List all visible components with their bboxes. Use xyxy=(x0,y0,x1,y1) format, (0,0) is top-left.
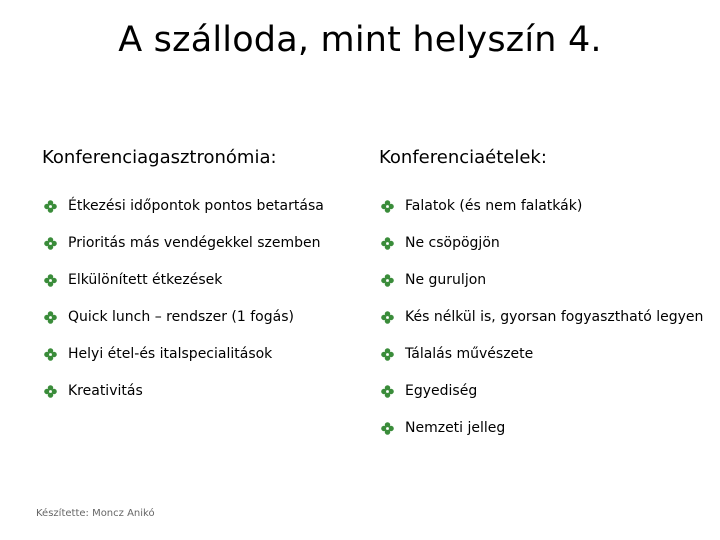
diamond-clover-bullet-icon xyxy=(42,373,58,410)
list-item xyxy=(42,336,362,373)
list-item xyxy=(42,262,362,299)
list-item xyxy=(379,262,709,299)
list-item xyxy=(42,188,362,225)
diamond-clover-bullet-icon xyxy=(42,299,58,336)
diamond-clover-bullet-icon xyxy=(42,336,58,373)
list-item xyxy=(42,299,362,336)
list-item xyxy=(379,410,709,447)
list-item-text: Nemzeti jelleg xyxy=(405,420,506,436)
list-item-text: Falatok (és nem falatkák) xyxy=(405,198,583,214)
list-item xyxy=(42,225,362,262)
list-item-text: Helyi étel-és italspecialitások xyxy=(68,346,273,362)
right-bullet-list xyxy=(379,188,709,447)
diamond-clover-bullet-icon xyxy=(379,262,395,299)
left-column xyxy=(42,143,362,410)
list-item-text: Kés nélkül is, gyorsan fogyasztható legyen xyxy=(405,309,704,325)
list-item xyxy=(379,336,709,373)
list-item-text: Kreativitás xyxy=(68,383,143,399)
list-item xyxy=(379,225,709,262)
diamond-clover-bullet-icon xyxy=(379,299,395,336)
diamond-clover-bullet-icon xyxy=(379,225,395,262)
list-item xyxy=(42,373,362,410)
left-column-heading: Konferenciagasztronómia: xyxy=(42,147,277,168)
diamond-clover-bullet-icon xyxy=(379,410,395,447)
diamond-clover-bullet-icon xyxy=(42,188,58,225)
right-column-heading: Konferenciaételek: xyxy=(379,147,547,168)
diamond-clover-bullet-icon xyxy=(42,225,58,262)
author-footer: Készítette: Moncz Anikó xyxy=(36,508,155,519)
diamond-clover-bullet-icon xyxy=(379,188,395,225)
left-bullet-list xyxy=(42,188,362,410)
list-item-text: Étkezési időpontok pontos betartása xyxy=(68,198,324,214)
list-item-text: Quick lunch – rendszer (1 fogás) xyxy=(68,309,294,325)
list-item xyxy=(379,299,709,336)
list-item-text: Prioritás más vendégekkel szemben xyxy=(68,235,321,251)
diamond-clover-bullet-icon xyxy=(379,336,395,373)
diamond-clover-bullet-icon xyxy=(42,262,58,299)
list-item-text: Elkülönített étkezések xyxy=(68,272,223,288)
list-item xyxy=(379,373,709,410)
list-item-text: Egyediség xyxy=(405,383,478,399)
list-item xyxy=(379,188,709,225)
list-item-text: Ne guruljon xyxy=(405,272,487,288)
diamond-clover-bullet-icon xyxy=(379,373,395,410)
list-item-text: Tálalás művészete xyxy=(405,346,534,362)
list-item-text: Ne csöpögjön xyxy=(405,235,500,251)
slide-title: A szálloda, mint helyszín 4. xyxy=(118,20,602,60)
right-column xyxy=(379,143,709,447)
